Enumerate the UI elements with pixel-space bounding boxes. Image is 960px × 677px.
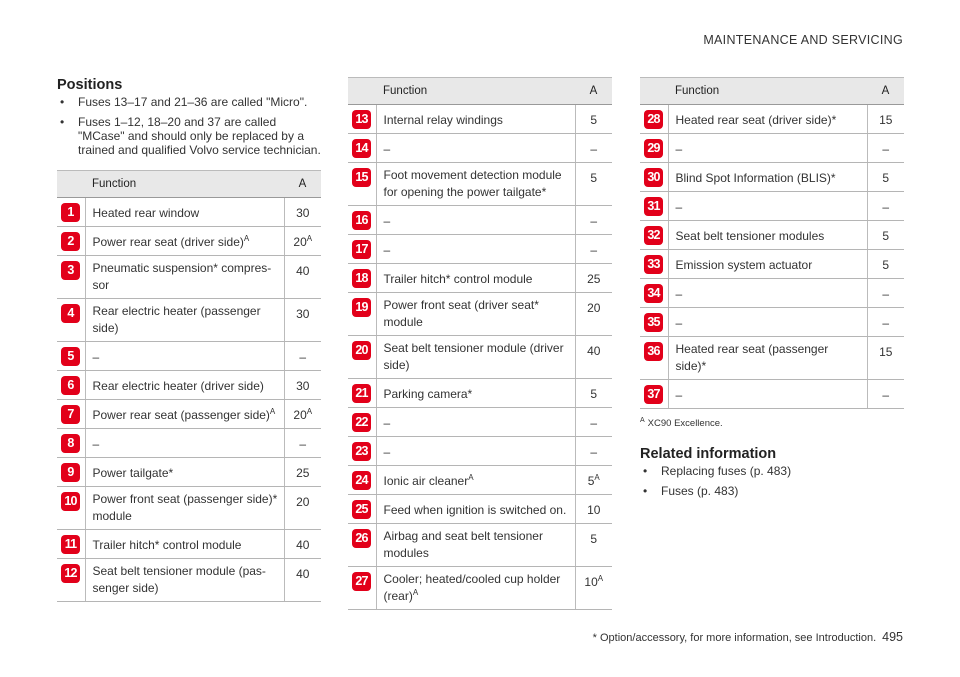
fuse-function-text: Power rear seat (passenger side)	[92, 408, 270, 422]
fuse-row	[348, 206, 612, 235]
fuse-function-text: –	[675, 287, 683, 301]
fuse-amperage	[575, 235, 612, 264]
fuse-amperage	[867, 337, 904, 380]
fuse-number-badge: 6	[61, 376, 80, 395]
fuse-function-text: Seat belt tensioner modules	[675, 229, 825, 243]
fuse-number-badge: 1	[61, 203, 80, 222]
fuse-function-note: A	[468, 473, 474, 482]
fuse-function-text: –	[383, 142, 391, 156]
fuse-function-text: –	[92, 350, 100, 364]
fuse-table-2	[348, 77, 612, 610]
fuse-function-note: A	[269, 407, 276, 416]
fuse-number-badge: 3	[61, 261, 80, 280]
fuse-number-badge: 34	[644, 284, 663, 303]
fuse-amperage	[867, 250, 904, 279]
footnote	[640, 417, 904, 429]
fuse-number-badge: 26	[352, 529, 371, 548]
fuse-table-3	[640, 77, 904, 409]
fuse-function	[376, 264, 575, 293]
fuse-amperage-value: 20	[296, 495, 310, 509]
fuse-amperage	[284, 227, 321, 256]
fuse-number-cell	[640, 250, 668, 279]
fuse-amperage	[575, 437, 612, 466]
fuse-amperage	[284, 256, 321, 299]
fuse-amperage	[867, 134, 904, 163]
fuse-number-cell	[640, 380, 668, 409]
fuse-number-cell	[640, 163, 668, 192]
fuse-function-text: –	[675, 388, 683, 402]
header-function: Function	[668, 78, 867, 105]
fuse-function-text: Power tailgate*	[92, 466, 174, 480]
fuse-row	[348, 567, 612, 610]
fuse-amperage-value: –	[590, 243, 598, 257]
fuse-row	[57, 458, 321, 487]
fuse-amperage	[284, 371, 321, 400]
fuse-function	[376, 524, 575, 567]
fuse-number-badge: 17	[352, 240, 371, 259]
fuse-amperage-value: 20	[293, 408, 307, 422]
fuse-amperage-value: 20	[587, 301, 601, 315]
fuse-row	[348, 293, 612, 336]
header-amp: A	[284, 171, 321, 198]
fuse-amperage	[575, 408, 612, 437]
fuse-number-badge: 21	[352, 384, 371, 403]
fuse-amperage-value: –	[882, 388, 890, 402]
fuse-function	[376, 235, 575, 264]
positions-heading: Positions	[57, 77, 123, 93]
fuse-function	[668, 337, 867, 380]
right-column	[640, 77, 904, 504]
fuse-number-badge: 14	[352, 139, 371, 158]
fuse-number-cell	[348, 437, 376, 466]
fuse-function-text: –	[675, 200, 683, 214]
fuse-amperage	[284, 458, 321, 487]
fuse-row	[57, 342, 321, 371]
fuse-number-cell	[348, 105, 376, 134]
fuse-amperage-note: A	[306, 234, 313, 243]
fuse-number-badge: 23	[352, 442, 371, 461]
fuse-function	[668, 163, 867, 192]
fuse-function	[376, 293, 575, 336]
fuse-amperage	[867, 308, 904, 337]
fuse-number-cell	[57, 371, 85, 400]
fuse-amperage-value: –	[882, 142, 890, 156]
fuse-function-text: Cooler; heated/cooled cup holder (rear)	[383, 572, 561, 603]
fuse-amperage-value: –	[590, 416, 598, 430]
fuse-number-cell	[57, 530, 85, 559]
fuse-function	[376, 134, 575, 163]
fuse-amperage-value: 30	[296, 206, 310, 220]
fuse-function	[85, 429, 284, 458]
fuse-row	[348, 379, 612, 408]
fuse-number-badge: 16	[352, 211, 371, 230]
fuse-number-badge: 2	[61, 232, 80, 251]
fuse-row	[348, 163, 612, 206]
header-num	[640, 78, 668, 105]
fuse-amperage-value: 10	[587, 503, 601, 517]
fuse-number-cell	[348, 495, 376, 524]
fuse-row	[348, 437, 612, 466]
fuse-function	[668, 279, 867, 308]
fuse-amperage	[284, 559, 321, 602]
fuse-row	[57, 198, 321, 227]
fuse-amperage-value: 10	[584, 575, 598, 589]
fuse-number-badge: 25	[352, 500, 371, 519]
fuse-number-badge: 18	[352, 269, 371, 288]
fuse-number-cell	[348, 264, 376, 293]
fuse-function-text: Trailer hitch* control module	[92, 538, 242, 552]
fuse-amperage	[575, 134, 612, 163]
fuse-number-badge: 11	[61, 535, 80, 554]
fuse-function	[376, 437, 575, 466]
fuse-number-cell	[640, 134, 668, 163]
fuse-row	[640, 221, 904, 250]
footnote-text: XC90 Excellence.	[647, 418, 723, 430]
fuse-number-badge: 35	[644, 313, 663, 332]
fuse-amperage-value: –	[882, 316, 890, 330]
fuse-number-cell	[57, 487, 85, 530]
fuse-amperage-value: –	[590, 445, 598, 459]
header-amp: A	[867, 78, 904, 105]
fuse-amperage	[575, 163, 612, 206]
fuse-function-text: Rear electric heater (passenger side)	[92, 304, 261, 335]
fuse-amperage-value: 15	[879, 113, 893, 127]
fuse-amperage	[575, 379, 612, 408]
fuse-amperage-value: –	[590, 214, 598, 228]
fuse-function	[85, 487, 284, 530]
fuse-row	[57, 227, 321, 256]
fuse-function-text: Internal relay windings	[383, 113, 503, 127]
fuse-number-badge: 28	[644, 110, 663, 129]
fuse-number-badge: 13	[352, 110, 371, 129]
fuse-amperage	[284, 487, 321, 530]
fuse-amperage-value: 5	[590, 171, 598, 185]
fuse-amperage	[575, 336, 612, 379]
fuse-number-badge: 33	[644, 255, 663, 274]
fuse-row	[348, 336, 612, 379]
fuse-number-cell	[57, 299, 85, 342]
fuse-row	[348, 134, 612, 163]
fuse-function-text: Power front seat (passenger side)* module	[92, 492, 278, 523]
fuse-function-text: Trailer hitch* control module	[383, 272, 533, 286]
fuse-amperage	[575, 105, 612, 134]
fuse-row	[348, 105, 612, 134]
fuse-amperage-value: 25	[296, 466, 310, 480]
fuse-function-text: Heated rear seat (driver side)*	[675, 113, 837, 127]
fuse-number-badge: 29	[644, 139, 663, 158]
fuse-function	[85, 559, 284, 602]
fuse-function-text: Blind Spot Information (BLIS)*	[675, 171, 836, 185]
fuse-row	[640, 279, 904, 308]
fuse-function-text: –	[675, 316, 683, 330]
fuse-amperage	[284, 299, 321, 342]
fuse-function-text: Power rear seat (driver side)	[92, 235, 244, 249]
fuse-amperage-value: 5	[590, 532, 598, 546]
fuse-function-text: –	[383, 243, 391, 257]
fuse-row	[640, 163, 904, 192]
left-column	[57, 77, 321, 602]
fuse-amperage	[867, 105, 904, 134]
fuse-function-text: –	[675, 142, 683, 156]
fuse-number-badge: 9	[61, 463, 80, 482]
fuse-amperage-value: 5	[882, 258, 890, 272]
fuse-function-text: Feed when ignition is switched on.	[383, 503, 567, 517]
fuse-number-cell	[57, 429, 85, 458]
fuse-number-badge: 32	[644, 226, 663, 245]
fuse-function	[668, 192, 867, 221]
page-footer	[0, 630, 903, 644]
fuse-amperage-value: 5	[590, 113, 598, 127]
fuse-amperage	[575, 495, 612, 524]
related-link-replacing-fuses[interactable]: • Replacing fuses (p. 483)	[640, 464, 904, 478]
fuse-amperage-value: –	[882, 200, 890, 214]
fuse-function	[376, 206, 575, 235]
running-header: MAINTENANCE AND SERVICING	[703, 33, 903, 47]
bullet-item: • Fuses 1–12, 18–20 and 37 are called "MCase" and should only be replaced by a trained and qualified Volvo service technician.	[57, 115, 321, 157]
fuse-number-cell	[640, 308, 668, 337]
fuse-amperage-value: 5	[882, 171, 890, 185]
fuse-number-badge: 20	[352, 341, 371, 360]
fuse-row	[57, 559, 321, 602]
fuse-number-badge: 5	[61, 347, 80, 366]
fuse-number-cell	[348, 206, 376, 235]
fuse-function-text: Heated rear window	[92, 206, 200, 220]
fuse-amperage	[575, 206, 612, 235]
fuse-amperage-value: –	[590, 142, 598, 156]
fuse-function	[376, 466, 575, 495]
fuse-row	[640, 250, 904, 279]
fuse-amperage-value: 40	[296, 538, 310, 552]
fuse-row	[640, 105, 904, 134]
fuse-function	[668, 250, 867, 279]
fuse-number-badge: 19	[352, 298, 371, 317]
fuse-amperage	[575, 293, 612, 336]
fuse-function	[376, 379, 575, 408]
fuse-number-badge: 37	[644, 385, 663, 404]
fuse-number-cell	[348, 134, 376, 163]
header-function: Function	[85, 171, 284, 198]
fuse-row	[57, 487, 321, 530]
fuse-row	[57, 299, 321, 342]
fuse-amperage	[284, 400, 321, 429]
header-function: Function	[376, 78, 575, 105]
header-num	[348, 78, 376, 105]
fuse-function	[85, 227, 284, 256]
related-link-fuses[interactable]: • Fuses (p. 483)	[640, 484, 904, 498]
fuse-function-text: Seat belt tensioner module (pas-senger side)	[92, 564, 266, 595]
footnote-mark: A	[640, 417, 645, 424]
fuse-number-cell	[640, 192, 668, 221]
fuse-amperage-value: 5	[587, 474, 595, 488]
fuse-amperage-value: 30	[296, 307, 310, 321]
fuse-row	[348, 408, 612, 437]
fuse-number-cell	[348, 163, 376, 206]
fuse-function-text: Power front seat (driver seat* module	[383, 298, 539, 329]
fuse-number-badge: 7	[61, 405, 80, 424]
fuse-amperage-value: 20	[293, 235, 307, 249]
fuse-amperage	[867, 279, 904, 308]
fuse-amperage	[867, 192, 904, 221]
fuse-amperage	[284, 342, 321, 371]
fuse-function-text: Airbag and seat belt tensioner modules	[383, 529, 543, 560]
fuse-amperage-value: 40	[296, 264, 310, 278]
fuse-row	[348, 264, 612, 293]
fuse-row	[640, 192, 904, 221]
fuse-number-cell	[348, 466, 376, 495]
fuse-row	[57, 400, 321, 429]
fuse-number-badge: 36	[644, 342, 663, 361]
footer-note: * Option/accessory, for more information, see Introduction.	[592, 632, 877, 644]
fuse-function-text: Pneumatic suspension* compres-sor	[92, 261, 272, 292]
fuse-row	[640, 380, 904, 409]
fuse-amperage-value: –	[882, 287, 890, 301]
fuse-number-cell	[57, 458, 85, 487]
fuse-row	[57, 429, 321, 458]
fuse-amperage-note: A	[597, 574, 604, 583]
fuse-row	[348, 235, 612, 264]
fuse-function-text: –	[383, 214, 391, 228]
fuse-row	[348, 466, 612, 495]
fuse-row	[640, 134, 904, 163]
fuse-number-cell	[57, 198, 85, 227]
fuse-amperage-value: 30	[296, 379, 310, 393]
fuse-amperage-value: 5	[882, 229, 890, 243]
fuse-function-note: A	[243, 234, 250, 243]
fuse-number-cell	[57, 400, 85, 429]
fuse-amperage-note: A	[306, 407, 313, 416]
fuse-row	[57, 371, 321, 400]
fuse-function	[376, 567, 575, 610]
fuse-number-badge: 4	[61, 304, 80, 323]
fuse-number-cell	[57, 342, 85, 371]
fuse-function	[668, 308, 867, 337]
fuse-function-text: –	[383, 416, 391, 430]
fuse-function	[85, 198, 284, 227]
fuse-function	[85, 342, 284, 371]
fuse-function-text: –	[92, 437, 100, 451]
positions-bullets	[57, 95, 321, 157]
fuse-row	[640, 308, 904, 337]
fuse-number-cell	[57, 227, 85, 256]
fuse-function	[85, 458, 284, 487]
fuse-function	[85, 530, 284, 559]
fuse-number-cell	[348, 379, 376, 408]
fuse-number-cell	[57, 559, 85, 602]
fuse-amperage	[284, 198, 321, 227]
fuse-function	[668, 105, 867, 134]
fuse-amperage	[575, 466, 612, 495]
fuse-number-cell	[640, 337, 668, 380]
fuse-amperage	[575, 524, 612, 567]
fuse-function	[376, 163, 575, 206]
fuse-function	[85, 256, 284, 299]
fuse-function	[668, 134, 867, 163]
fuse-function	[376, 495, 575, 524]
fuse-number-badge: 8	[61, 434, 80, 453]
related-heading: Related information	[640, 446, 777, 463]
fuse-amperage	[284, 429, 321, 458]
fuse-number-cell	[348, 336, 376, 379]
fuse-function	[668, 380, 867, 409]
fuse-row	[57, 530, 321, 559]
fuse-amperage-value: 15	[879, 345, 893, 359]
fuse-row	[57, 256, 321, 299]
fuse-amperage-value: 40	[587, 344, 601, 358]
fuse-function-text: Heated rear seat (passenger side)*	[675, 342, 829, 373]
fuse-number-cell	[640, 279, 668, 308]
fuse-function-note: A	[412, 588, 419, 597]
bullet-item: • Fuses 13–17 and 21–36 are called "Micro".	[57, 95, 321, 109]
fuse-number-cell	[640, 105, 668, 134]
fuse-amperage	[867, 221, 904, 250]
fuse-number-cell	[348, 235, 376, 264]
middle-column	[348, 77, 612, 610]
fuse-number-cell	[348, 408, 376, 437]
fuse-amperage	[867, 380, 904, 409]
related-links	[640, 464, 904, 498]
fuse-function	[85, 400, 284, 429]
fuse-number-cell	[348, 524, 376, 567]
fuse-function	[376, 408, 575, 437]
fuse-function-text: –	[383, 445, 391, 459]
fuse-number-badge: 24	[352, 471, 371, 490]
page-number: 495	[882, 630, 903, 644]
fuse-number-cell	[57, 256, 85, 299]
header-amp: A	[575, 78, 612, 105]
fuse-number-badge: 10	[61, 492, 80, 511]
fuse-amperage-value: –	[299, 437, 307, 451]
fuse-function	[668, 221, 867, 250]
header-num	[57, 171, 85, 198]
fuse-row	[640, 337, 904, 380]
fuse-amperage	[284, 530, 321, 559]
fuse-row	[348, 495, 612, 524]
fuse-number-badge: 15	[352, 168, 371, 187]
fuse-number-badge: 12	[61, 564, 80, 583]
fuse-table-1	[57, 170, 321, 602]
fuse-number-badge: 31	[644, 197, 663, 216]
fuse-function-text: Rear electric heater (driver side)	[92, 379, 264, 393]
fuse-number-badge: 22	[352, 413, 371, 432]
fuse-number-cell	[640, 221, 668, 250]
fuse-number-badge: 27	[352, 572, 371, 591]
fuse-function-text: Parking camera*	[383, 387, 473, 401]
fuse-function-text: Seat belt tensioner module (driver side)	[383, 341, 564, 372]
fuse-amperage	[575, 264, 612, 293]
fuse-function	[376, 105, 575, 134]
fuse-amperage-value: 5	[590, 387, 598, 401]
fuse-number-cell	[348, 567, 376, 610]
fuse-function-text: Emission system actuator	[675, 258, 813, 272]
fuse-amperage-value: –	[299, 350, 307, 364]
fuse-function-text: Ionic air cleaner	[383, 474, 469, 488]
fuse-amperage-note: A	[594, 473, 600, 482]
fuse-function	[85, 371, 284, 400]
fuse-function-text: Foot movement detection module for opening the power tailgate*	[383, 168, 562, 199]
fuse-number-cell	[348, 293, 376, 336]
fuse-amperage-value: 25	[587, 272, 601, 286]
fuse-number-badge: 30	[644, 168, 663, 187]
fuse-row	[348, 524, 612, 567]
fuse-function	[85, 299, 284, 342]
fuse-amperage-value: 40	[296, 567, 310, 581]
fuse-function	[376, 336, 575, 379]
fuse-amperage	[575, 567, 612, 610]
fuse-amperage	[867, 163, 904, 192]
